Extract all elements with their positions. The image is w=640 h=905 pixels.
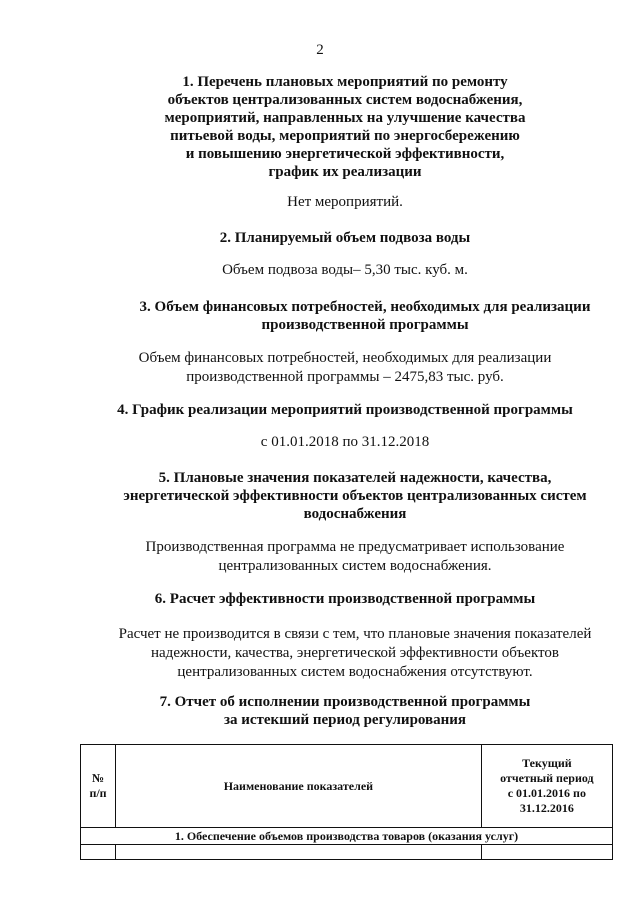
section-7-heading: 7. Отчет об исполнении производственной программы за истекший период регулирования: [159, 694, 531, 728]
column-header-number: [81, 745, 116, 828]
section-1-text: Нет мероприятий.: [287, 194, 403, 210]
column-header-number-line-2: п/п: [89, 786, 107, 800]
section-5-text: Производственная программа не предусматривает использование централизованных систем водоснабжения.: [145, 539, 565, 574]
table-cell-number: [81, 845, 116, 860]
section-3-heading: 3. Объем финансовых потребностей, необходимых для реализации производственной программы: [139, 299, 591, 333]
column-header-period-line-4: 31.12.2016: [519, 801, 574, 815]
column-header-name: Наименование показателей: [116, 745, 482, 828]
column-header-period-line-3: с 01.01.2016 по: [507, 786, 586, 800]
table-section-row: [81, 828, 613, 845]
section-5-heading: 5. Плановые значения показателей надежности, качества, энергетической эффективности объектов централизованных систем водоснабжения: [123, 470, 587, 522]
column-header-number-line-1: №: [92, 771, 105, 785]
section-3-text: Объем финансовых потребностей, необходимых для реализации производственной программы – 2475,83 тыс. руб.: [138, 350, 552, 385]
column-header-period-line-1: Текущий: [522, 756, 572, 770]
section-2-heading: 2. Планируемый объем подвоза воды: [219, 230, 471, 246]
report-table: [80, 744, 613, 860]
page-number: 2: [316, 42, 324, 58]
table-header-row: [81, 745, 613, 828]
table-cell-name: [116, 845, 482, 860]
table-section-title: 1. Обеспечение объемов производства товаров (оказания услуг): [81, 828, 613, 845]
section-1-heading: 1. Перечень плановых мероприятий по ремонту объектов централизованных систем водоснабжения, мероприятий, направленных на улучшение качества питьевой воды, мероприятий по энергосбережению и повышению энергетической эффективности, график их реализации: [164, 74, 526, 180]
section-2-text: Объем подвоза воды– 5,30 тыс. куб. м.: [222, 262, 468, 278]
table-row: [81, 845, 613, 860]
column-header-period: [481, 745, 612, 828]
section-4-heading: 4. График реализации мероприятий производственной программы: [117, 402, 573, 418]
column-header-period-line-2: отчетный период: [500, 771, 594, 785]
section-6-text: Расчет не производится в связи с тем, что плановые значения показателей надежности, качества, энергетической эффективности объектов централизованных систем водоснабжения отсутствуют.: [118, 626, 592, 680]
section-6-heading: 6. Расчет эффективности производственной программы: [154, 591, 536, 607]
table-cell-period: [481, 845, 612, 860]
section-4-text: с 01.01.2018 по 31.12.2018: [260, 434, 430, 450]
